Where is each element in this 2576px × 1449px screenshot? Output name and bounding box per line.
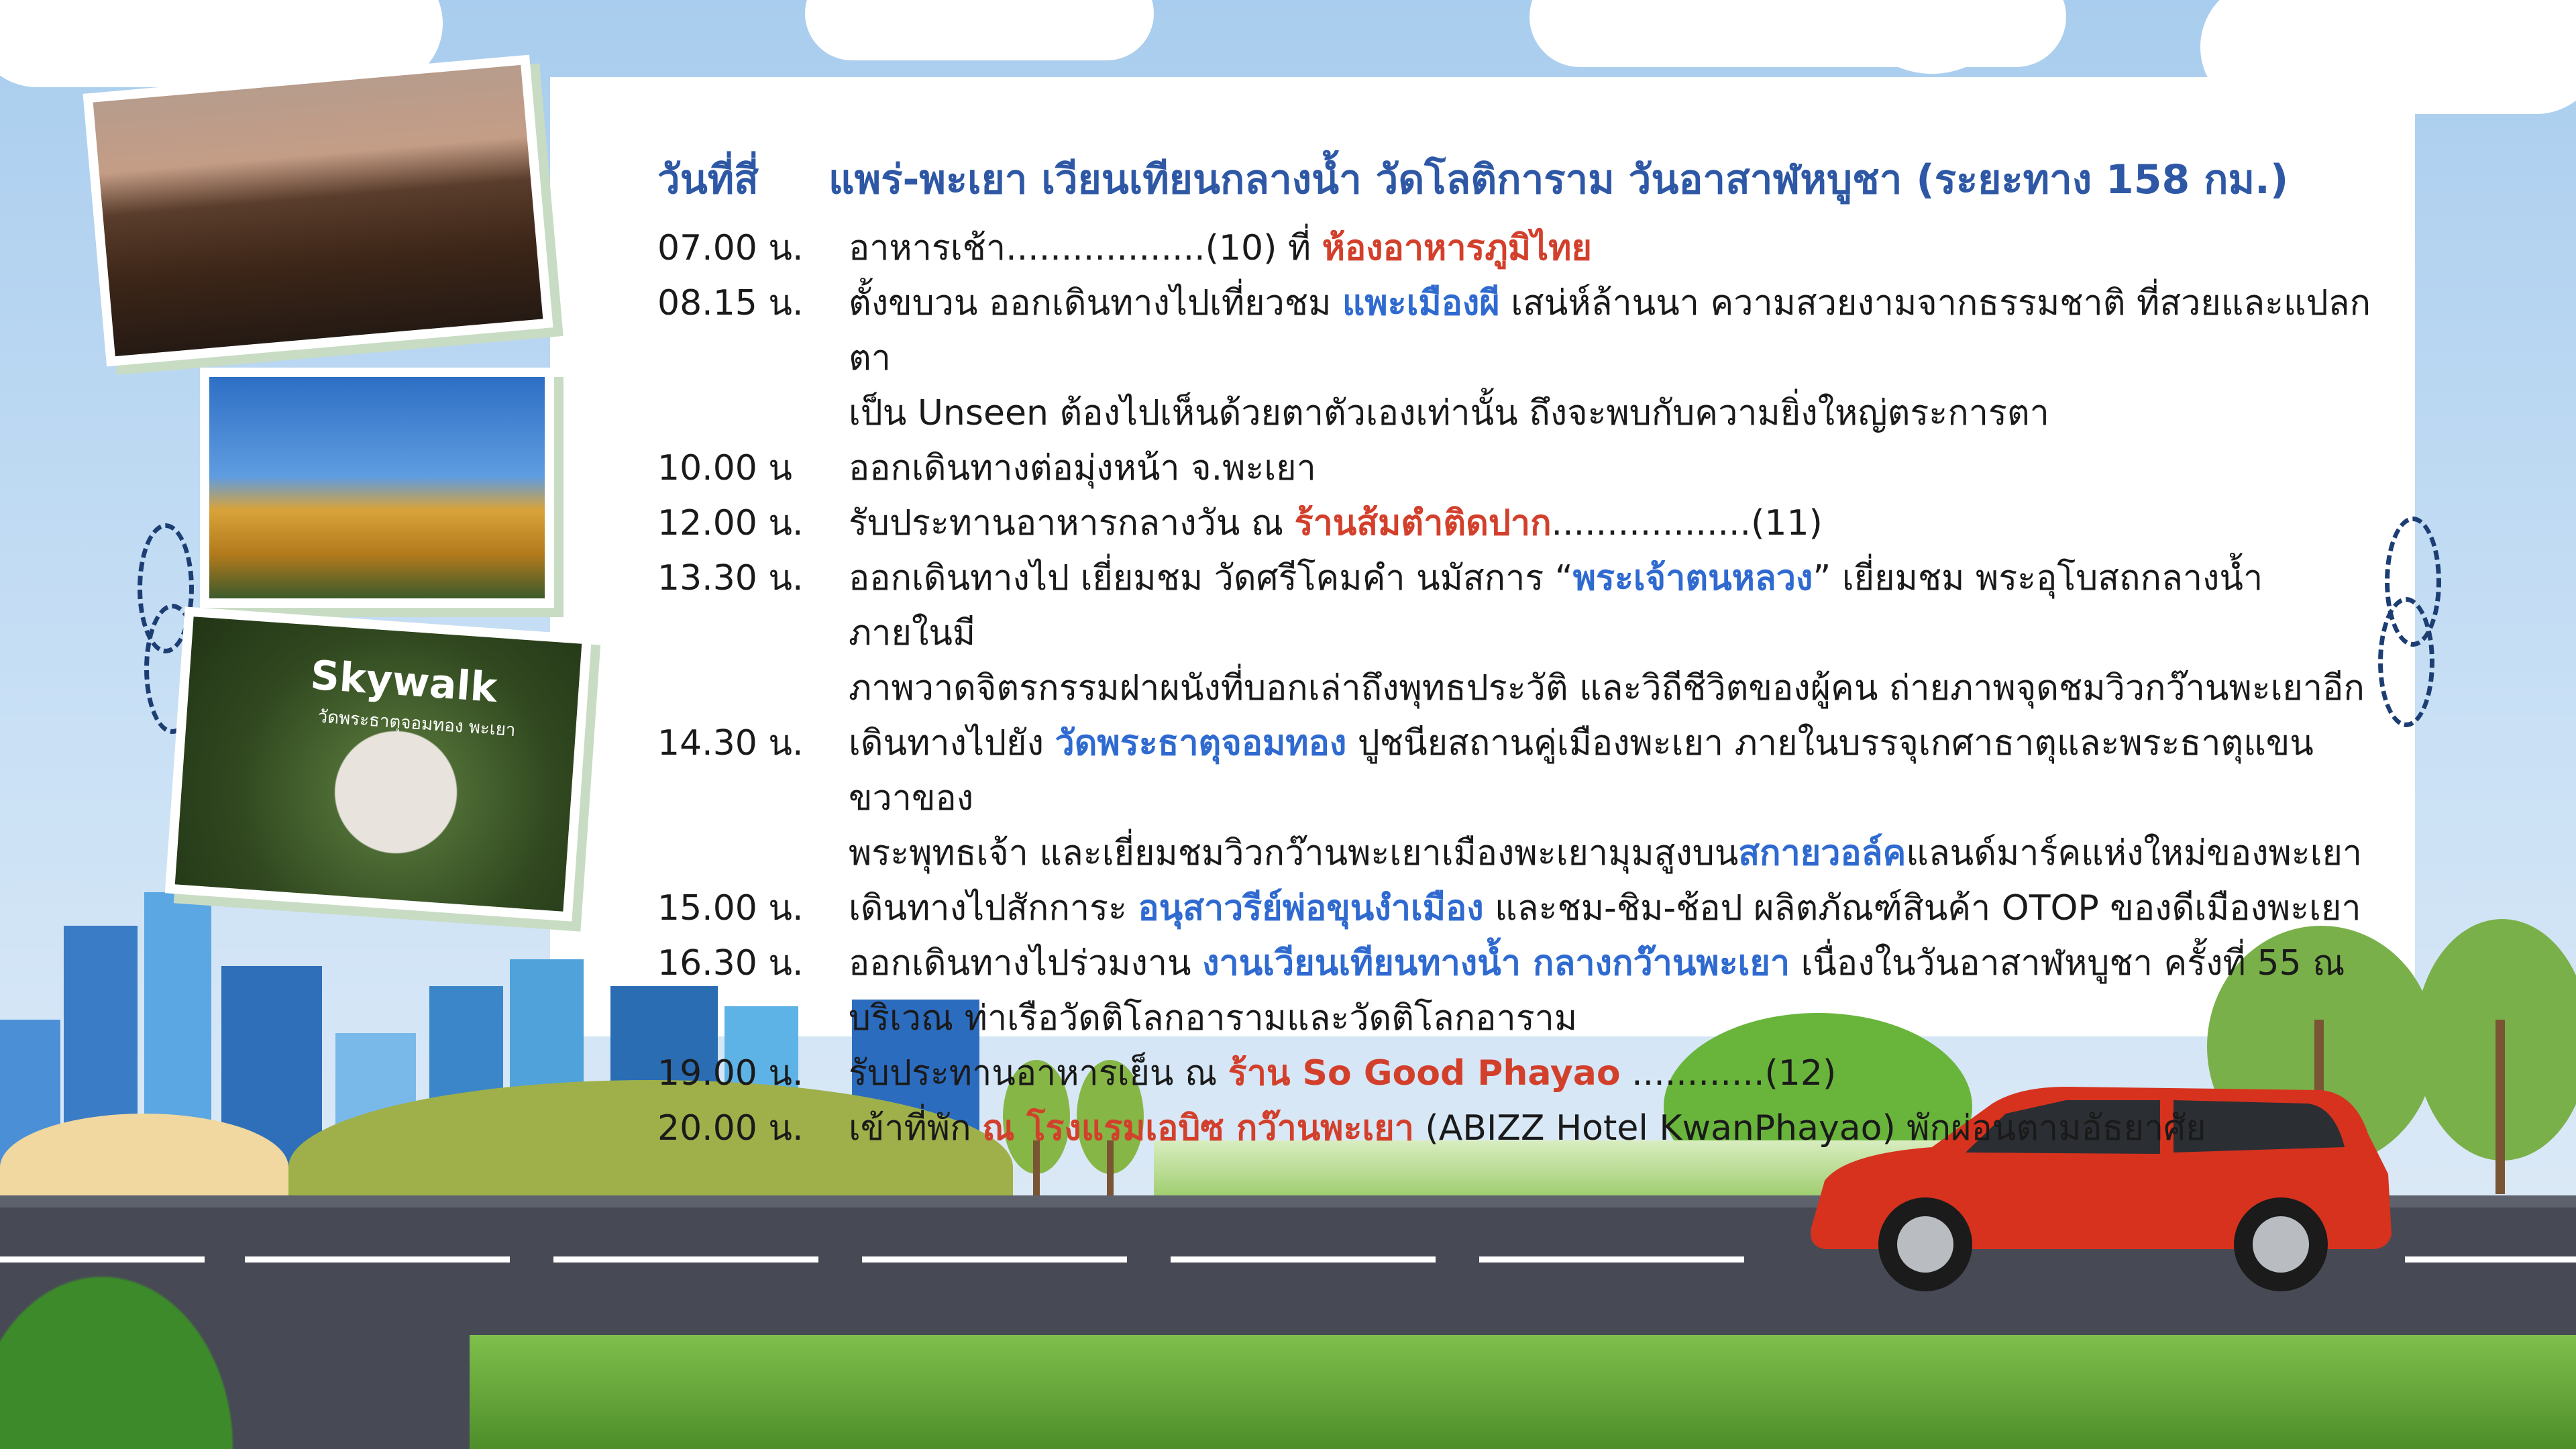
itinerary-time: 13.30 น. <box>657 558 804 598</box>
description-text: (ABIZZ Hotel KwanPhayao) พักผ่อนตามอัธยาศัย <box>1413 1108 2206 1148</box>
itinerary-row <box>657 716 2375 881</box>
description-text: เสน่ห์ล้านนา ความสวยงามจากธรรมชาติ ที่สวยและแปลกตา เป็น Unseen ต้องไปเห็นด้วยตาตัวเองเท่านั้น ถึงจะพบกับความยิ่งใหญ่ตระการตา <box>849 283 2371 433</box>
highlight-blue: วัดพระธาตุจอมทอง <box>1055 723 1347 763</box>
skywalk-subtitle: วัดพระธาตุจอมทอง พะเยา <box>317 706 517 741</box>
description-text: ออกเดินทางไป เยี่ยมชม วัดศรีโคมคำ นมัสการ “ <box>849 558 1573 598</box>
itinerary-row <box>657 276 2375 441</box>
highlight-blue: แพะเมืองผี <box>1342 283 1500 323</box>
description-text: อาหารเช้า..................(10) ที่ <box>849 228 1322 268</box>
itinerary-description <box>849 496 2375 551</box>
day-headline <box>657 148 2375 211</box>
highlight-red: ณ โรงแรมเอบิซ กว๊านพะเยา <box>982 1108 1414 1148</box>
highlight-blue: พระเจ้าตนหลวง <box>1572 558 1813 598</box>
description-text: ..................(11) <box>1551 503 1823 543</box>
photo-skywalk <box>165 606 592 921</box>
grass <box>470 1335 2576 1449</box>
day-label: วันที่สี่ <box>657 156 759 203</box>
itinerary-time: 19.00 น. <box>657 1053 804 1093</box>
cloud-icon <box>805 0 1154 60</box>
description-text: ปูชนียสถานคู่เมืองพะเยา ภายในบรรจุเกศาธาตุและพระธาตุแขนขวาของ พระพุทธเจ้า และเยี่ยมชมวิวกว๊านพะเยาเมืองพะเยามุมสูงบน <box>849 723 2314 873</box>
lane-marking <box>1171 1256 1436 1263</box>
itinerary-row <box>657 496 2375 551</box>
description-text: ” เยี่ยมชม พระอุโบสถกลางน้ำ ภายในมี ภาพวาดจิตรกรรมฝาผนังที่บอกเล่าถึงพุทธประวัติ และวิถีชีวิตของผู้คน ถ่ายภาพจุดชมวิวกว๊านพะเยาอีก <box>849 558 2365 708</box>
lane-marking <box>862 1256 1127 1263</box>
description-text: เข้าที่พัก <box>849 1108 983 1148</box>
description-text: ตั้งขบวน ออกเดินทางไปเที่ยวชม <box>849 283 1342 323</box>
itinerary-list <box>657 221 2375 1156</box>
description-text: เดินทางไปยัง <box>849 723 1055 763</box>
itinerary-time: 14.30 น. <box>657 723 804 763</box>
lane-marking <box>553 1256 818 1263</box>
skywalk-title: Skywalk <box>309 651 499 712</box>
right-arc-decoration <box>2378 597 2434 727</box>
highlight-blue: งานเวียนเทียนทางน้ำ กลางกว๊านพะเยา <box>1202 943 1790 983</box>
itinerary-description <box>849 1046 2375 1101</box>
itinerary-row <box>657 936 2375 1046</box>
itinerary-description <box>849 221 2375 276</box>
cloud-icon <box>1529 0 2066 67</box>
highlight-red: ร้านส้มตำติดปาก <box>1294 503 1552 543</box>
tree-trunk <box>2496 1020 2505 1194</box>
itinerary-time: 07.00 น. <box>657 228 804 268</box>
photo-boat-candles <box>83 55 553 367</box>
itinerary-description <box>849 881 2375 936</box>
itinerary-time: 10.00 น <box>657 448 792 488</box>
itinerary-description <box>849 276 2375 441</box>
description-text: และชม-ชิม-ช้อป ผลิตภัณฑ์สินค้า OTOP ของดีเมืองพะเยา <box>1483 888 2361 928</box>
description-text: รับประทานอาหารกลางวัน ณ <box>849 503 1295 543</box>
day-title: แพร่-พะเยา เวียนเทียนกลางน้ำ วัดโลติการาม วันอาสาฬหบูชา (ระยะทาง 158 กม.) <box>828 156 2289 203</box>
photo-golden-pagoda <box>200 368 554 608</box>
description-text: เดินทางไปสักการะ <box>849 888 1138 928</box>
itinerary-row <box>657 1046 2375 1101</box>
itinerary-row <box>657 441 2375 496</box>
itinerary <box>657 148 2375 1156</box>
itinerary-time: 16.30 น. <box>657 943 804 983</box>
highlight-blue: สกายวอล์ค <box>1738 833 1907 873</box>
itinerary-row <box>657 1101 2375 1156</box>
itinerary-description <box>849 441 2375 496</box>
lane-marking <box>2405 1256 2576 1263</box>
highlight-red: ห้องอาหารภูมิไทย <box>1322 228 1592 268</box>
description-text: เนื่องในวันอาสาฬหบูชา ครั้งที่ 55 ณ บริเวณ ท่าเรือวัดติโลกอารามและวัดติโลกอาราม <box>849 943 2345 1038</box>
description-text: รับประทานอาหารเย็น ณ <box>849 1053 1228 1093</box>
description-text: ............(12) <box>1620 1053 1837 1093</box>
itinerary-time: 12.00 น. <box>657 503 804 543</box>
itinerary-description <box>849 936 2375 1046</box>
itinerary-row <box>657 221 2375 276</box>
itinerary-time: 20.00 น. <box>657 1108 804 1148</box>
itinerary-time: 15.00 น. <box>657 888 804 928</box>
highlight-red: ร้าน So Good Phayao <box>1228 1053 1621 1093</box>
highlight-blue: อนุสาวรีย์พ่อขุนงำเมือง <box>1138 888 1484 928</box>
description-text: ออกเดินทางไปร่วมงาน <box>849 943 1203 983</box>
description-text: แลนด์มาร์คแห่งใหม่ของพะเยา <box>1906 833 2363 873</box>
description-text: ออกเดินทางต่อมุ่งหน้า จ.พะเยา <box>849 448 1316 488</box>
itinerary-description <box>849 1101 2375 1156</box>
itinerary-row <box>657 551 2375 716</box>
grass <box>0 1248 255 1449</box>
itinerary-time: 08.15 น. <box>657 283 804 323</box>
lane-marking <box>245 1256 510 1263</box>
lane-marking <box>1479 1256 1744 1263</box>
itinerary-description <box>849 551 2375 716</box>
itinerary-description <box>849 716 2375 881</box>
itinerary-row <box>657 881 2375 936</box>
